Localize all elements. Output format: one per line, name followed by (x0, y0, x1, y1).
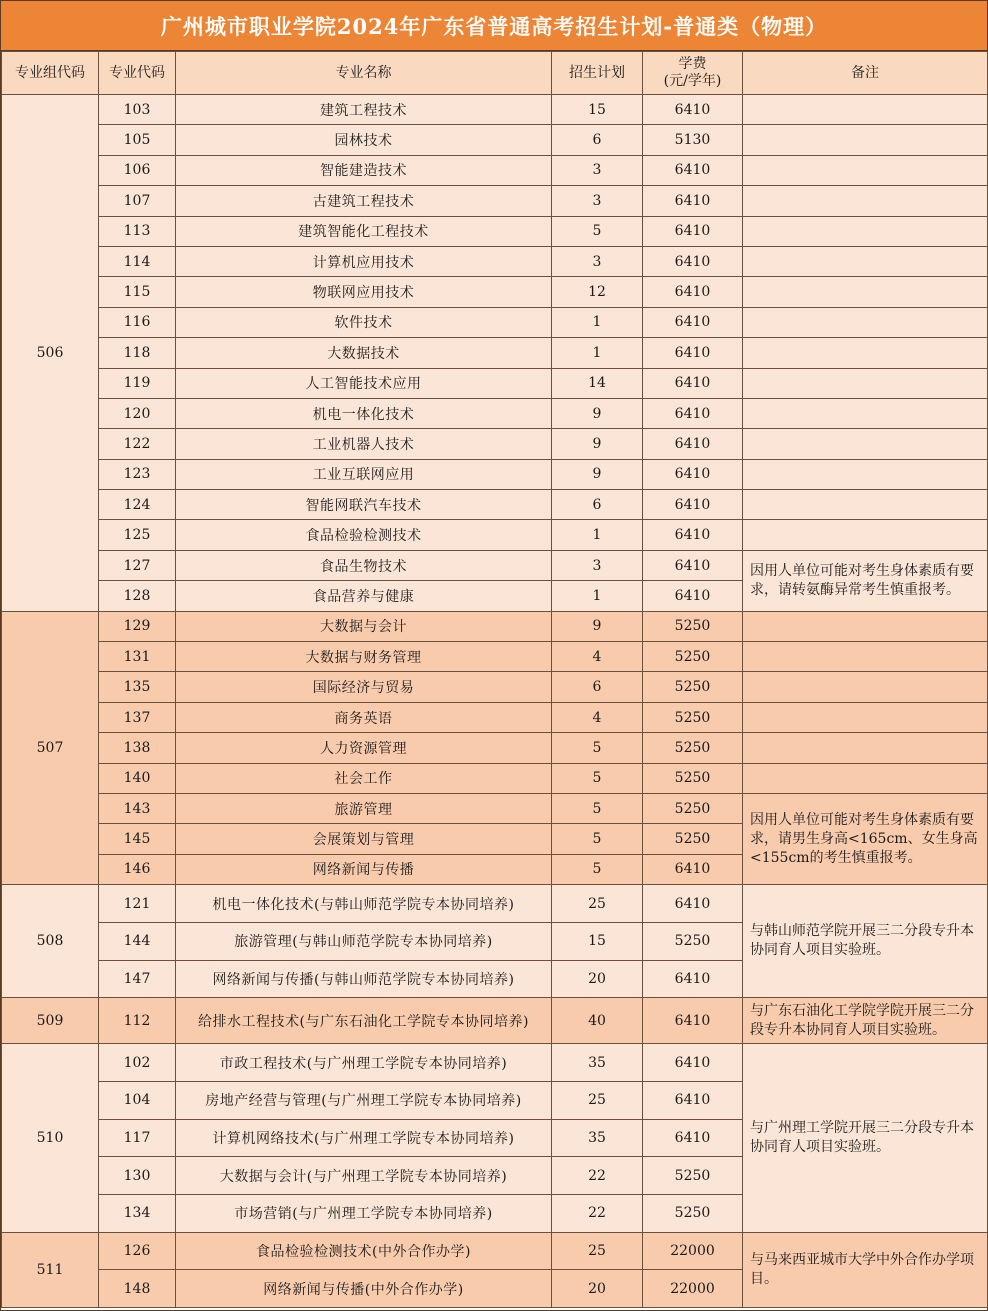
major-code-cell: 107 (99, 186, 176, 216)
major-code-cell: 106 (99, 155, 176, 185)
remarks-cell-empty (743, 186, 988, 216)
major-name-cell: 建筑智能化工程技术 (176, 216, 552, 246)
major-code-cell: 145 (99, 824, 176, 854)
plan-cell: 9 (552, 429, 643, 459)
header-major-name: 专业名称 (176, 52, 552, 95)
header-group-code: 专业组代码 (2, 52, 99, 95)
major-name-cell: 旅游管理(与韩山师范学院专本协同培养) (176, 922, 552, 960)
major-name-cell: 大数据与会计 (176, 611, 552, 641)
major-name-cell: 智能建造技术 (176, 155, 552, 185)
fee-cell: 6410 (643, 459, 743, 489)
fee-cell: 5250 (643, 763, 743, 793)
plan-cell: 5 (552, 824, 643, 854)
plan-cell: 22 (552, 1157, 643, 1195)
fee-cell: 6410 (643, 581, 743, 611)
major-name-cell: 大数据与财务管理 (176, 642, 552, 672)
major-name-cell: 人工智能技术应用 (176, 368, 552, 398)
table-row (2, 642, 988, 672)
fee-cell: 6410 (643, 885, 743, 923)
plan-cell: 1 (552, 581, 643, 611)
table-row (2, 793, 988, 823)
plan-cell: 14 (552, 368, 643, 398)
major-name-cell: 人力资源管理 (176, 733, 552, 763)
remarks-cell: 与马来西亚城市大学中外合作办学项目。 (743, 1232, 988, 1307)
plan-cell: 25 (552, 885, 643, 923)
major-code-cell: 102 (99, 1044, 176, 1082)
fee-cell: 6410 (643, 520, 743, 550)
major-name-cell: 工业机器人技术 (176, 429, 552, 459)
plan-cell: 40 (552, 998, 643, 1044)
major-code-cell: 138 (99, 733, 176, 763)
major-name-cell: 建筑工程技术 (176, 95, 552, 125)
major-code-cell: 126 (99, 1232, 176, 1270)
table-row (2, 885, 988, 923)
major-name-cell: 机电一体化技术(与韩山师范学院专本协同培养) (176, 885, 552, 923)
table-row (2, 368, 988, 398)
major-code-cell: 120 (99, 398, 176, 428)
fee-cell: 5130 (643, 125, 743, 155)
fee-cell: 6410 (643, 277, 743, 307)
major-code-cell: 113 (99, 216, 176, 246)
table-row (2, 1232, 988, 1270)
plan-cell: 6 (552, 672, 643, 702)
remarks-cell-empty (743, 338, 988, 368)
major-code-cell: 125 (99, 520, 176, 550)
fee-cell: 6410 (643, 246, 743, 276)
remarks-cell-empty (743, 307, 988, 337)
fee-cell: 5250 (643, 733, 743, 763)
fee-cell: 6410 (643, 854, 743, 884)
plan-cell: 15 (552, 95, 643, 125)
major-name-cell: 软件技术 (176, 307, 552, 337)
major-code-cell: 122 (99, 429, 176, 459)
major-code-cell: 143 (99, 793, 176, 823)
major-name-cell: 网络新闻与传播(与韩山师范学院专本协同培养) (176, 960, 552, 998)
table-row (2, 246, 988, 276)
fee-cell: 6410 (643, 368, 743, 398)
table-body (2, 95, 988, 1308)
plan-cell: 9 (552, 459, 643, 489)
major-code-cell: 103 (99, 95, 176, 125)
table-row (2, 998, 988, 1044)
major-code-cell: 114 (99, 246, 176, 276)
table-row (2, 277, 988, 307)
major-name-cell: 计算机网络技术(与广州理工学院专本协同培养) (176, 1119, 552, 1157)
major-code-cell: 134 (99, 1194, 176, 1232)
plan-cell: 3 (552, 246, 643, 276)
plan-cell: 3 (552, 155, 643, 185)
fee-cell: 6410 (643, 398, 743, 428)
table-row (2, 216, 988, 246)
remarks-cell-empty (743, 277, 988, 307)
major-code-cell: 144 (99, 922, 176, 960)
remarks-cell-empty (743, 672, 988, 702)
major-code-cell: 140 (99, 763, 176, 793)
fee-cell: 5250 (643, 642, 743, 672)
fee-cell: 5250 (643, 922, 743, 960)
fee-cell: 6410 (643, 1119, 743, 1157)
remarks-cell: 因用人单位可能对考生身体素质有要求，请转氨酶异常考生慎重报考。 (743, 550, 988, 611)
table-row (2, 490, 988, 520)
major-code-cell: 121 (99, 885, 176, 923)
remarks-cell-empty (743, 368, 988, 398)
plan-cell: 35 (552, 1119, 643, 1157)
table-row (2, 186, 988, 216)
table-row (2, 155, 988, 185)
remarks-cell-empty (743, 642, 988, 672)
header-fee-unit: (元/学年) (663, 73, 722, 89)
plan-cell: 20 (552, 960, 643, 998)
remarks-cell-empty (743, 95, 988, 125)
header-major-code: 专业代码 (99, 52, 176, 95)
fee-cell: 5250 (643, 702, 743, 732)
plan-cell: 35 (552, 1044, 643, 1082)
plan-cell: 5 (552, 733, 643, 763)
major-code-cell: 117 (99, 1119, 176, 1157)
table-header-row (2, 52, 988, 95)
plan-cell: 4 (552, 642, 643, 672)
major-name-cell: 物联网应用技术 (176, 277, 552, 307)
major-name-cell: 给排水工程技术(与广东石油化工学院专本协同培养) (176, 998, 552, 1044)
table-row (2, 459, 988, 489)
plan-cell: 22 (552, 1194, 643, 1232)
major-name-cell: 会展策划与管理 (176, 824, 552, 854)
major-name-cell: 社会工作 (176, 763, 552, 793)
remarks-cell-empty (743, 246, 988, 276)
major-code-cell: 148 (99, 1270, 176, 1308)
major-code-cell: 146 (99, 854, 176, 884)
remarks-cell: 与广州理工学院开展三二分段专升本协同育人项目实验班。 (743, 1044, 988, 1232)
remarks-cell-empty (743, 763, 988, 793)
fee-cell: 5250 (643, 1194, 743, 1232)
major-name-cell: 房地产经营与管理(与广州理工学院专本协同培养) (176, 1081, 552, 1119)
fee-cell: 6410 (643, 95, 743, 125)
plan-cell: 25 (552, 1232, 643, 1270)
major-code-cell: 104 (99, 1081, 176, 1119)
major-name-cell: 计算机应用技术 (176, 246, 552, 276)
table-row (2, 398, 988, 428)
major-name-cell: 市场营销(与广州理工学院专本协同培养) (176, 1194, 552, 1232)
major-name-cell: 食品生物技术 (176, 550, 552, 580)
header-fee-label: 学费 (678, 56, 707, 72)
table-row (2, 763, 988, 793)
plan-cell: 5 (552, 216, 643, 246)
plan-cell: 9 (552, 398, 643, 428)
table-row (2, 1044, 988, 1082)
plan-cell: 1 (552, 307, 643, 337)
group-code-cell: 510 (2, 1044, 99, 1232)
fee-cell: 5250 (643, 1157, 743, 1195)
table-row (2, 611, 988, 641)
remarks-cell-empty (743, 490, 988, 520)
fee-cell: 6410 (643, 550, 743, 580)
plan-cell: 5 (552, 854, 643, 884)
table-row (2, 125, 988, 155)
major-code-cell: 137 (99, 702, 176, 732)
remarks-cell: 因用人单位可能对考生身体素质有要求，请男生身高<165cm、女生身高<155cm的考生慎重报考。 (743, 793, 988, 884)
plan-cell: 3 (552, 550, 643, 580)
fee-cell: 6410 (643, 960, 743, 998)
plan-cell: 20 (552, 1270, 643, 1308)
plan-cell: 6 (552, 125, 643, 155)
major-name-cell: 大数据与会计(与广州理工学院专本协同培养) (176, 1157, 552, 1195)
remarks-cell: 与广东石油化工学院学院开展三二分段专升本协同育人项目实验班。 (743, 998, 988, 1044)
plan-cell: 3 (552, 186, 643, 216)
remarks-cell-empty (743, 459, 988, 489)
major-code-cell: 123 (99, 459, 176, 489)
group-code-cell: 507 (2, 611, 99, 885)
major-code-cell: 129 (99, 611, 176, 641)
major-name-cell: 大数据技术 (176, 338, 552, 368)
plan-cell: 4 (552, 702, 643, 732)
header-remarks: 备注 (743, 52, 988, 95)
fee-cell: 22000 (643, 1232, 743, 1270)
fee-cell: 6410 (643, 429, 743, 459)
header-fee (643, 52, 743, 95)
table-row (2, 520, 988, 550)
fee-cell: 5250 (643, 672, 743, 702)
major-code-cell: 147 (99, 960, 176, 998)
major-code-cell: 124 (99, 490, 176, 520)
group-code-cell: 506 (2, 95, 99, 612)
major-code-cell: 135 (99, 672, 176, 702)
major-name-cell: 市政工程技术(与广州理工学院专本协同培养) (176, 1044, 552, 1082)
table-row (2, 95, 988, 125)
major-name-cell: 园林技术 (176, 125, 552, 155)
major-code-cell: 118 (99, 338, 176, 368)
header-plan: 招生计划 (552, 52, 643, 95)
group-code-cell: 508 (2, 885, 99, 998)
major-name-cell: 网络新闻与传播(中外合作办学) (176, 1270, 552, 1308)
plan-cell: 5 (552, 793, 643, 823)
table-row (2, 672, 988, 702)
table-row (2, 733, 988, 763)
major-code-cell: 115 (99, 277, 176, 307)
remarks-cell-empty (743, 733, 988, 763)
plan-cell: 6 (552, 490, 643, 520)
major-code-cell: 127 (99, 550, 176, 580)
remarks-cell-empty (743, 429, 988, 459)
group-code-cell: 509 (2, 998, 99, 1044)
plan-cell: 15 (552, 922, 643, 960)
plan-cell: 1 (552, 338, 643, 368)
major-code-cell: 119 (99, 368, 176, 398)
major-name-cell: 网络新闻与传播 (176, 854, 552, 884)
major-code-cell: 116 (99, 307, 176, 337)
remarks-cell-empty (743, 611, 988, 641)
fee-cell: 22000 (643, 1270, 743, 1308)
major-name-cell: 国际经济与贸易 (176, 672, 552, 702)
fee-cell: 6410 (643, 1081, 743, 1119)
fee-cell: 6410 (643, 186, 743, 216)
fee-cell: 6410 (643, 307, 743, 337)
fee-cell: 6410 (643, 216, 743, 246)
table-row (2, 702, 988, 732)
plan-cell: 12 (552, 277, 643, 307)
remarks-cell-empty (743, 398, 988, 428)
fee-cell: 5250 (643, 793, 743, 823)
major-code-cell: 131 (99, 642, 176, 672)
plan-cell: 9 (552, 611, 643, 641)
major-name-cell: 食品检验检测技术 (176, 520, 552, 550)
plan-cell: 25 (552, 1081, 643, 1119)
remarks-cell: 与韩山师范学院开展三二分段专升本协同育人项目实验班。 (743, 885, 988, 998)
major-name-cell: 食品检验检测技术(中外合作办学) (176, 1232, 552, 1270)
major-code-cell: 128 (99, 581, 176, 611)
major-name-cell: 旅游管理 (176, 793, 552, 823)
remarks-cell-empty (743, 216, 988, 246)
enrollment-plan-table (1, 51, 988, 1308)
table-row (2, 550, 988, 580)
plan-cell: 5 (552, 763, 643, 793)
remarks-cell-empty (743, 702, 988, 732)
fee-cell: 5250 (643, 824, 743, 854)
fee-cell: 6410 (643, 155, 743, 185)
fee-cell: 6410 (643, 338, 743, 368)
major-name-cell: 工业互联网应用 (176, 459, 552, 489)
document-title: 广州城市职业学院2024年广东省普通高考招生计划-普通类（物理） (1, 1, 987, 51)
fee-cell: 5250 (643, 611, 743, 641)
table-row (2, 338, 988, 368)
major-name-cell: 食品营养与健康 (176, 581, 552, 611)
major-name-cell: 智能网联汽车技术 (176, 490, 552, 520)
remarks-cell-empty (743, 520, 988, 550)
group-code-cell: 511 (2, 1232, 99, 1307)
remarks-cell-empty (743, 125, 988, 155)
fee-cell: 6410 (643, 998, 743, 1044)
table-row (2, 307, 988, 337)
plan-cell: 1 (552, 520, 643, 550)
major-name-cell: 古建筑工程技术 (176, 186, 552, 216)
fee-cell: 6410 (643, 490, 743, 520)
major-code-cell: 130 (99, 1157, 176, 1195)
fee-cell: 6410 (643, 1044, 743, 1082)
major-name-cell: 机电一体化技术 (176, 398, 552, 428)
table-row (2, 429, 988, 459)
major-code-cell: 105 (99, 125, 176, 155)
major-code-cell: 112 (99, 998, 176, 1044)
remarks-cell-empty (743, 155, 988, 185)
major-name-cell: 商务英语 (176, 702, 552, 732)
